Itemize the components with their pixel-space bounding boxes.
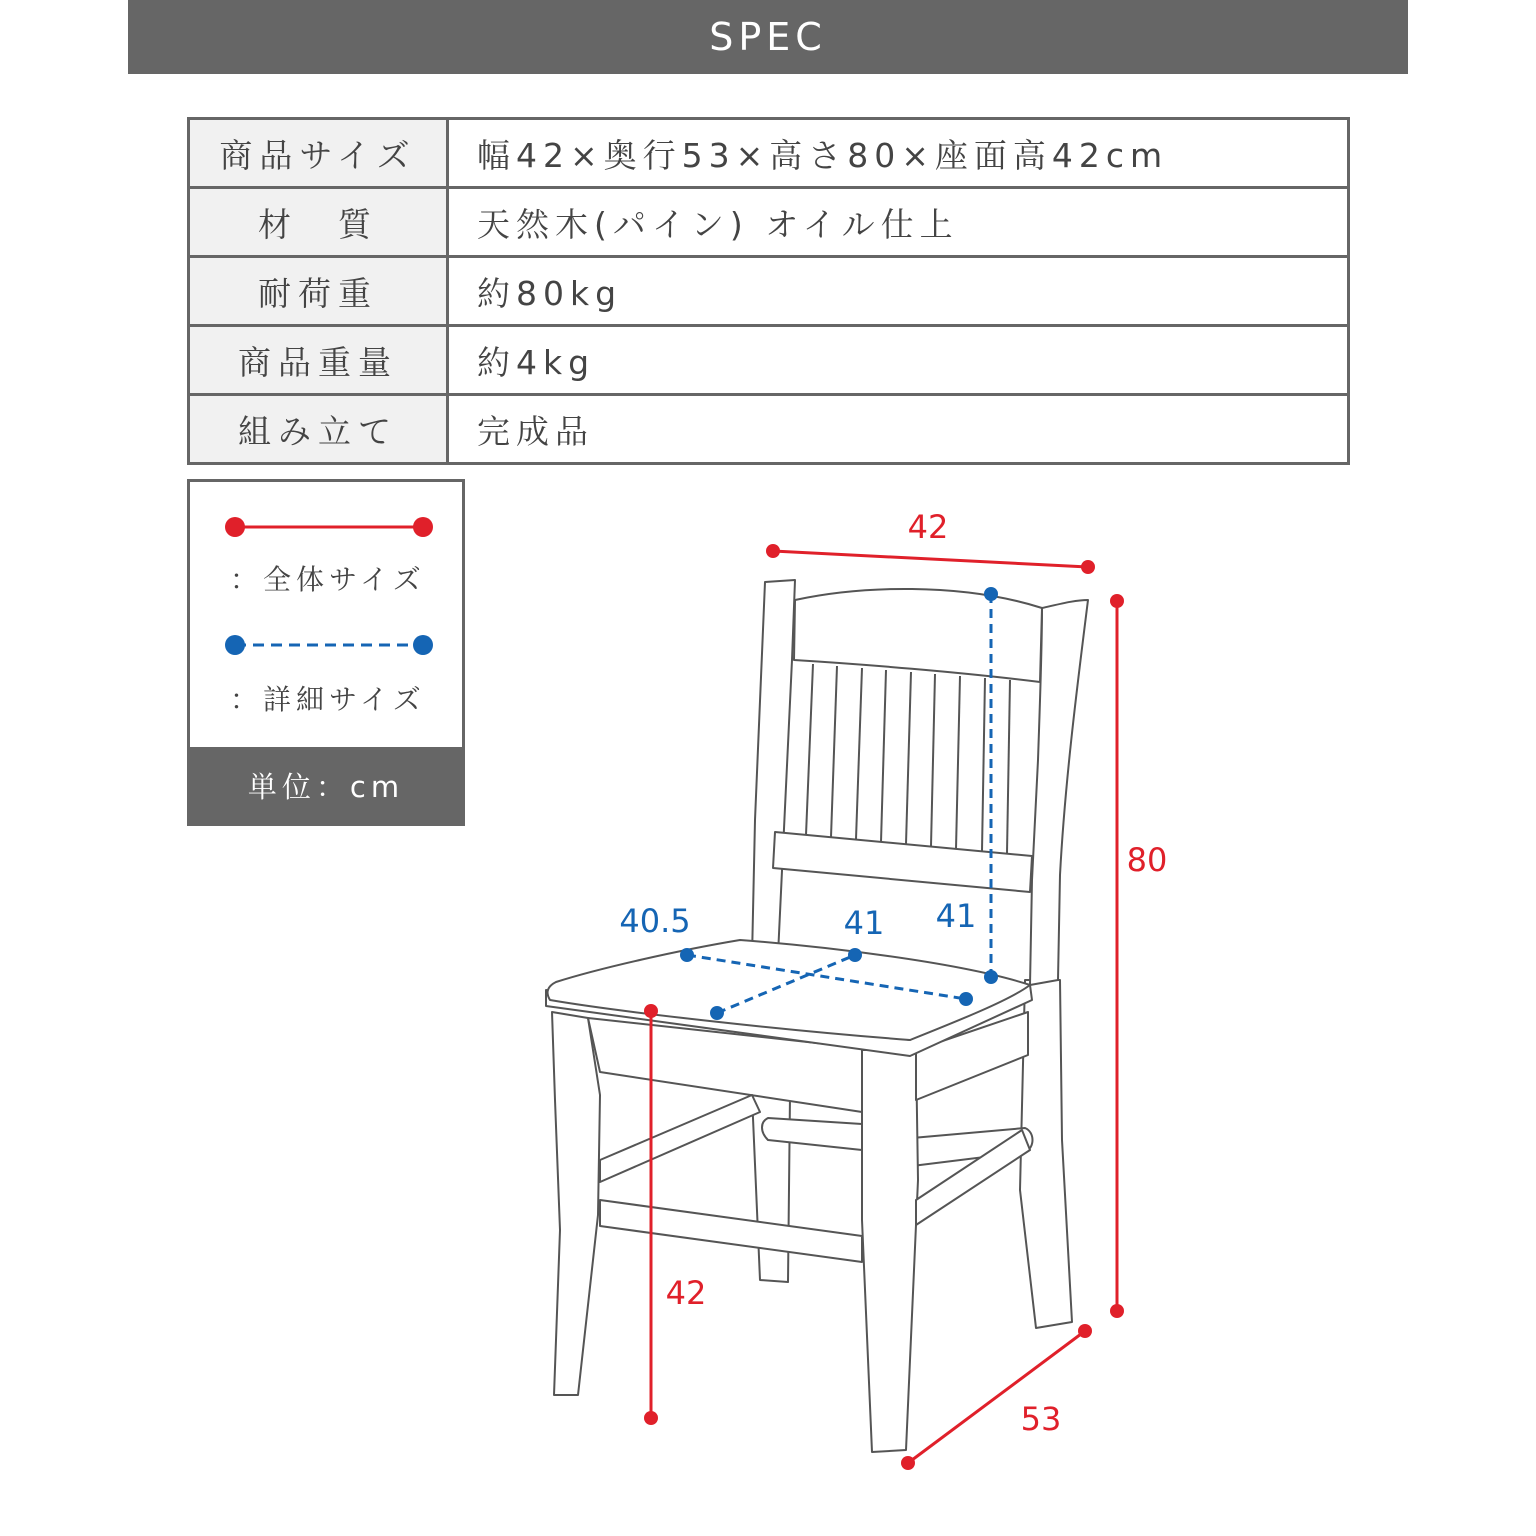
spec-value: 幅42×奥行53×高さ80×座面高42cm (477, 135, 1169, 175)
chair-illustration (546, 580, 1088, 1452)
seat-depth-dim-start-dot (710, 1006, 724, 1020)
spec-label: 組み立て (190, 396, 449, 462)
back-height-dim-bottom-dot (984, 970, 998, 984)
depth-dim-end-dot (1078, 1324, 1092, 1338)
spec-value: 約4kg (477, 342, 596, 382)
width-dim-end-dot (1081, 560, 1095, 574)
spec-label: 商品サイズ (190, 120, 449, 186)
seat-height-dimension-label: 42 (665, 1274, 707, 1312)
back-height-dimension-label: 41 (935, 897, 977, 935)
seat-width-dim-end-dot (959, 992, 973, 1006)
overall-size-label: ：全体サイズ (230, 563, 426, 596)
spec-label: 商品重量 (190, 327, 449, 393)
spec-value: 天然木(パイン) オイル仕上 (477, 204, 959, 244)
spec-label: 材 質 (190, 189, 449, 255)
detail-size-label: ：詳細サイズ (230, 683, 426, 716)
seat-height-dim-bottom-dot (644, 1411, 658, 1425)
height-dim-bottom-dot (1110, 1304, 1124, 1318)
spec-value: 完成品 (477, 411, 594, 451)
depth-dimension-label: 53 (1020, 1400, 1062, 1438)
height-dim-top-dot (1110, 594, 1124, 608)
seat-depth-dim-end-dot (848, 948, 862, 962)
width-dim-start-dot (766, 544, 780, 558)
seat-width-dim-start-dot (680, 948, 694, 962)
seat-depth-dimension-label: 41 (843, 904, 885, 942)
width-dimension-label: 42 (907, 508, 949, 546)
seat-width-dimension-label: 40.5 (619, 902, 691, 940)
seat-height-dim-top-dot (644, 1004, 658, 1018)
spec-value: 約80kg (477, 273, 623, 313)
depth-dim-start-dot (901, 1456, 915, 1470)
spec-label: 耐荷重 (190, 258, 449, 324)
header-title: SPEC (709, 15, 827, 59)
height-dimension-label: 80 (1126, 841, 1168, 879)
unit-text: 単位：cm (247, 769, 405, 804)
back-height-dim-top-dot (984, 587, 998, 601)
